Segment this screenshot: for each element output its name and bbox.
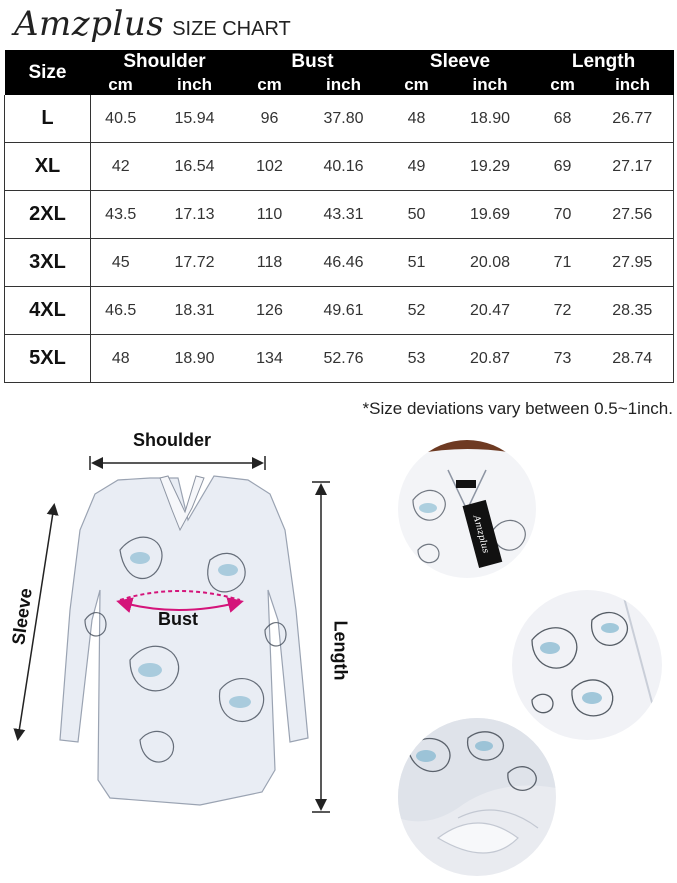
unit-inch: inch: [592, 74, 674, 95]
unit-cm: cm: [534, 74, 592, 95]
table-cell: 71: [534, 239, 592, 287]
brand-logo: Amzplus: [14, 4, 165, 44]
shoulder-label: Shoulder: [133, 430, 212, 450]
table-cell: 70: [534, 191, 592, 239]
size-label: 5XL: [5, 335, 91, 383]
table-cell: 68: [534, 95, 592, 143]
table-cell: 27.95: [592, 239, 674, 287]
table-cell: 96: [239, 95, 301, 143]
size-label: 2XL: [5, 191, 91, 239]
table-cell: 27.56: [592, 191, 674, 239]
brand-header: [14, 4, 291, 48]
size-deviation-note: *Size deviations vary between 0.5~1inch.: [362, 399, 673, 418]
table-cell: 27.17: [592, 143, 674, 191]
table-cell: 20.08: [447, 239, 534, 287]
table-cell: 134: [239, 335, 301, 383]
hang-tag-text: Amzplus: [470, 514, 491, 555]
size-label: 3XL: [5, 239, 91, 287]
bust-label: Bust: [158, 609, 198, 629]
table-cell: 48: [91, 335, 151, 383]
table-cell: 46.46: [301, 239, 387, 287]
table-cell: 43.31: [301, 191, 387, 239]
table-row: [5, 239, 674, 287]
table-cell: 18.90: [447, 95, 534, 143]
table-cell: 18.90: [151, 335, 239, 383]
table-row: [5, 287, 674, 335]
group-header-shoulder: Shoulder: [91, 50, 239, 74]
table-cell: 53: [387, 335, 447, 383]
table-cell: 49.61: [301, 287, 387, 335]
table-cell: 118: [239, 239, 301, 287]
table-cell: 18.31: [151, 287, 239, 335]
group-header-bust: Bust: [239, 50, 387, 74]
unit-cm: cm: [239, 74, 301, 95]
table-cell: 40.5: [91, 95, 151, 143]
chart-title: SIZE CHART: [172, 18, 291, 40]
table-cell: 50: [387, 191, 447, 239]
unit-cm: cm: [91, 74, 151, 95]
unit-inch: inch: [447, 74, 534, 95]
table-cell: 69: [534, 143, 592, 191]
table-cell: 17.13: [151, 191, 239, 239]
table-cell: 46.5: [91, 287, 151, 335]
group-header-length: Length: [534, 50, 674, 74]
table-cell: 26.77: [592, 95, 674, 143]
table-cell: 15.94: [151, 95, 239, 143]
table-cell: 42: [91, 143, 151, 191]
table-cell: 52: [387, 287, 447, 335]
size-label: 4XL: [5, 287, 91, 335]
table-cell: 17.72: [151, 239, 239, 287]
unit-inch: inch: [301, 74, 387, 95]
table-cell: 51: [387, 239, 447, 287]
table-cell: 48: [387, 95, 447, 143]
table-cell: 102: [239, 143, 301, 191]
table-cell: 43.5: [91, 191, 151, 239]
group-header-sleeve: Sleeve: [387, 50, 534, 74]
table-row: [5, 191, 674, 239]
sleeve-label: Sleeve: [8, 586, 36, 647]
table-cell: 28.35: [592, 287, 674, 335]
table-cell: 16.54: [151, 143, 239, 191]
blouse-shape: [60, 476, 308, 805]
length-label: Length: [330, 620, 351, 681]
table-cell: 73: [534, 335, 592, 383]
detail-photo-sleeve: [512, 590, 662, 740]
unit-cm: cm: [387, 74, 447, 95]
size-chart-table: [4, 50, 674, 383]
table-cell: 52.76: [301, 335, 387, 383]
table-cell: 45: [91, 239, 151, 287]
size-label: L: [5, 95, 91, 143]
table-cell: 19.29: [447, 143, 534, 191]
table-cell: 19.69: [447, 191, 534, 239]
table-cell: 20.87: [447, 335, 534, 383]
table-units-row: [5, 74, 674, 95]
table-cell: 126: [239, 287, 301, 335]
size-column-header: Size: [5, 50, 91, 95]
table-row: [5, 143, 674, 191]
measurement-diagram: [0, 420, 400, 879]
size-label: XL: [5, 143, 91, 191]
detail-photo-neckline: [398, 440, 536, 578]
unit-inch: inch: [151, 74, 239, 95]
table-cell: 110: [239, 191, 301, 239]
table-cell: 20.47: [447, 287, 534, 335]
table-cell: 37.80: [301, 95, 387, 143]
table-header-row: [5, 50, 674, 74]
table-row: [5, 95, 674, 143]
detail-photo-fabric: [398, 718, 556, 876]
table-row: [5, 335, 674, 383]
table-cell: 40.16: [301, 143, 387, 191]
table-cell: 28.74: [592, 335, 674, 383]
table-cell: 49: [387, 143, 447, 191]
table-cell: 72: [534, 287, 592, 335]
